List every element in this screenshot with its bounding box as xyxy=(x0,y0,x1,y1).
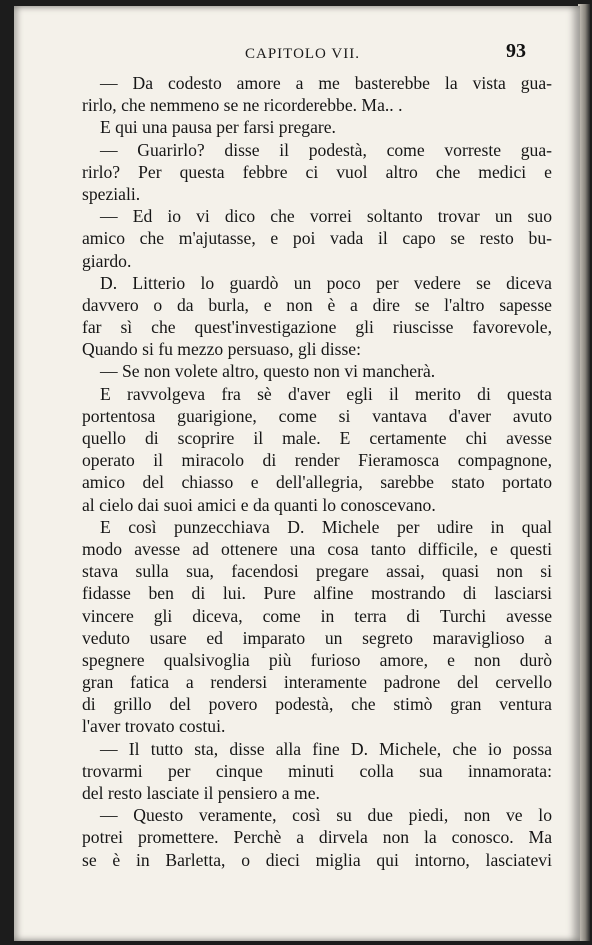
text-line: E qui una pausa per farsi pregare. xyxy=(100,117,336,138)
text-line: potrei promettere. Perchè a dirvela non la conosco. Ma xyxy=(82,827,552,848)
text-line: E ravvolgeva fra sè d'aver egli il merito di questa xyxy=(100,383,552,404)
text-line: se è in Barletta, o dieci miglia qui intorno, lasciatevi xyxy=(82,849,552,870)
text-line: di grillo del povero podestà, che stimò gran ventura xyxy=(82,694,552,715)
text-line: l'aver trovato costui. xyxy=(82,716,226,737)
text-line: modo avesse ad ottenere una cosa tanto difficile, e questi xyxy=(82,538,552,559)
text-line: giardo. xyxy=(82,250,132,271)
page-number: 93 xyxy=(506,40,526,62)
text-line: operato il miracolo di render Fieramosca compagnone, xyxy=(82,450,552,471)
text-line: — Il tutto sta, disse alla fine D. Michele, che io possa xyxy=(100,738,552,759)
text-line: D. Litterio lo guardò un poco per vedere se diceva xyxy=(100,272,552,293)
text-line: fidasse ben di lui. Pure alfine mostrando di lasciarsi xyxy=(82,583,552,604)
text-line: portentosa guarigione, come si vantava d'aver avuto xyxy=(82,405,552,426)
book-page xyxy=(14,6,580,941)
text-line: stava sulla sua, facendosi pregare assai, quasi non si xyxy=(82,561,552,582)
text-line: — Questo veramente, così su due piedi, non ve lo xyxy=(100,805,552,826)
text-line: speziali. xyxy=(82,183,141,204)
body-text xyxy=(82,72,552,871)
text-line: rirlo? Per questa febbre ci vuol altro che medici e xyxy=(82,161,552,182)
text-line: — Ed io vi dico che vorrei soltanto trovar un suo xyxy=(100,206,552,227)
text-line: gran fatica a rendersi interamente padrone del cervello xyxy=(82,672,552,693)
text-line: veduto usare ed imparato un segreto maraviglioso a xyxy=(82,627,552,648)
text-line: E così punzecchiava D. Michele per udire in qual xyxy=(100,516,552,537)
text-line: Quando si fu mezzo persuaso, gli disse: xyxy=(82,339,362,360)
text-line: del resto lasciate il pensiero a me. xyxy=(82,783,320,803)
text-line: — Guarirlo? disse il podestà, come vorreste gua- xyxy=(100,139,552,160)
text-line: spegnere qualsivoglia più furioso amore, e non durò xyxy=(82,649,552,670)
text-line: amico che m'ajutasse, e poi vada il capo se resto bu- xyxy=(82,228,552,249)
text-line: rirlo, che nemmeno se ne ricorderebbe. Ma.. . xyxy=(82,95,403,116)
text-line: far sì che quest'investigazione gli riuscisse favorevole, xyxy=(82,317,552,338)
text-line: al cielo dai suoi amici e da quanti lo conoscevano. xyxy=(82,494,436,515)
text-line: — Se non volete altro, questo non vi mancherà. xyxy=(100,361,436,382)
text-line: davvero o da burla, e non è a dire se l'altro sapesse xyxy=(82,294,552,315)
chapter-heading: CAPITOLO VII. xyxy=(245,46,360,62)
text-line: — Da codesto amore a me basterebbe la vista gua- xyxy=(100,73,552,93)
text-line: amico del chiasso e dell'allegria, sarebbe stato portato xyxy=(82,472,552,493)
running-header xyxy=(14,40,580,64)
text-line: trovarmi per cinque minuti colla sua innamorata: xyxy=(82,760,552,781)
text-line: vincere gli diceva, come in terra di Turchi avesse xyxy=(82,605,552,626)
text-line: quello di scoprire il male. E certamente chi avesse xyxy=(82,428,552,448)
